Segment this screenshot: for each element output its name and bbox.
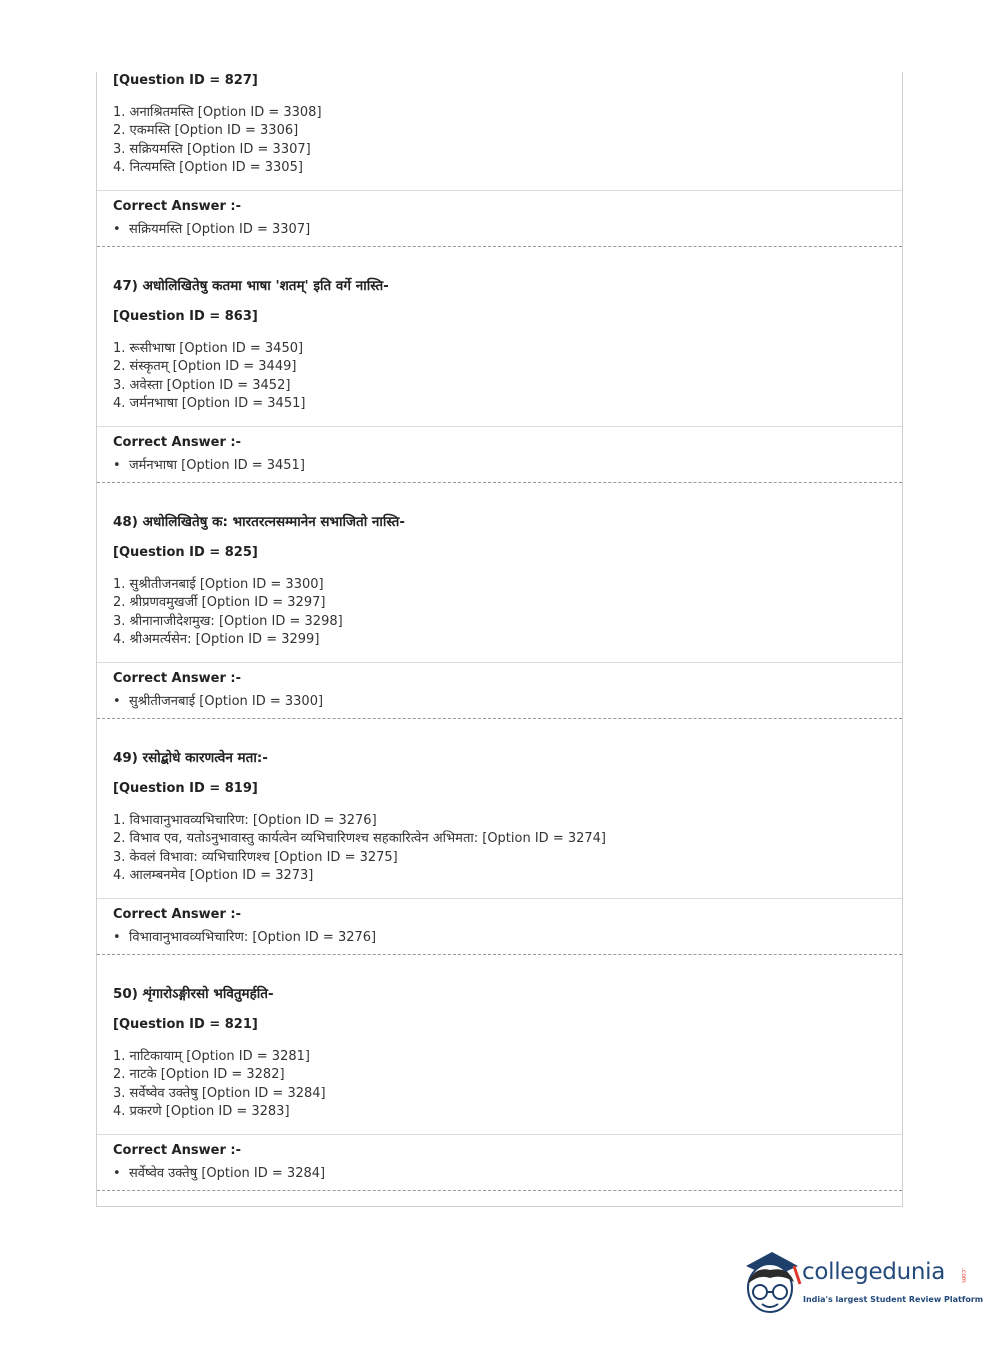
correct-answer-value [113, 927, 376, 945]
correct-answer-value [113, 219, 310, 237]
bullet-icon: • [113, 1166, 121, 1181]
correct-answer-value [113, 1163, 325, 1181]
correct-answer-text: विभावानुभावव्यभिचारिण: [Option ID = 3276] [129, 930, 377, 945]
option-4: 4. आलम्बनमेव [Option ID = 3273] [113, 868, 314, 883]
option-3: 3. केवलं विभावा: व्यभिचारिणश्च [Option ID = 3275] [113, 850, 398, 865]
question-separator [97, 1190, 902, 1191]
bullet-icon: • [113, 222, 121, 237]
option-1: 1. रूसीभाषा [Option ID = 3450] [113, 341, 304, 356]
option-4: 4. प्रकरणे [Option ID = 3283] [113, 1104, 290, 1119]
option-3: 3. अवेस्ता [Option ID = 3452] [113, 378, 291, 393]
correct-answer-text: सक्रियमस्ति [Option ID = 3307] [129, 222, 311, 237]
option-2: 2. श्रीप्रणवमुखर्जी [Option ID = 3297] [113, 595, 326, 610]
correct-answer-value [113, 455, 305, 473]
correct-answer-text: सुश्रीतीजनबाई [Option ID = 3300] [129, 694, 324, 709]
option-2: 2. विभाव एव, यतोऽनुभावास्तु कार्यत्वेन व्यभिचारिणश्च सहकारित्वेन अभिमता: [Option ID = 3274] [113, 831, 606, 846]
question-title: 49) रसोद्बोधे कारणत्वेन मता:- [113, 750, 268, 766]
option-4: 4. श्रीअमर्त्यसेन: [Option ID = 3299] [113, 632, 320, 647]
bullet-icon: • [113, 930, 121, 945]
option-4: 4. नित्यमस्ति [Option ID = 3305] [113, 160, 303, 175]
brand-tagline: India's largest Student Review Platform [803, 1295, 984, 1304]
correct-answer-label: Correct Answer :- [113, 671, 241, 686]
bullet-icon: • [113, 458, 121, 473]
brand-name: collegedunia [802, 1259, 946, 1285]
question-separator [97, 246, 902, 247]
option-1: 1. विभावानुभावव्यभिचारिण: [Option ID = 3276] [113, 813, 377, 828]
question-separator [97, 718, 902, 719]
question-id: [Question ID = 825] [113, 545, 258, 560]
correct-answer-value [113, 691, 323, 709]
divider [97, 1134, 902, 1135]
option-1: 1. नाटिकायाम् [Option ID = 3281] [113, 1049, 310, 1064]
brand-suffix: .com [960, 1268, 967, 1283]
correct-answer-text: सर्वेष्वेव उक्तेषु [Option ID = 3284] [129, 1166, 326, 1181]
correct-answer-text: जर्मनभाषा [Option ID = 3451] [129, 458, 305, 473]
correct-answer-label: Correct Answer :- [113, 435, 241, 450]
option-2: 2. एकमस्ति [Option ID = 3306] [113, 123, 299, 138]
question-id: [Question ID = 827] [113, 73, 258, 88]
question-separator [97, 482, 902, 483]
divider [97, 426, 902, 427]
correct-answer-label: Correct Answer :- [113, 199, 241, 214]
question-separator [97, 954, 902, 955]
option-3: 3. श्रीनानाजीदेशमुख: [Option ID = 3298] [113, 614, 343, 629]
option-3: 3. सर्वेष्वेव उक्तेषु [Option ID = 3284] [113, 1086, 326, 1101]
question-id: [Question ID = 821] [113, 1017, 258, 1032]
divider [97, 190, 902, 191]
option-1: 1. सुश्रीतीजनबाई [Option ID = 3300] [113, 577, 324, 592]
question-title: 50) शृंगारोऽङ्गीरसो भवितुमर्हति- [113, 986, 274, 1002]
correct-answer-label: Correct Answer :- [113, 907, 241, 922]
question-id: [Question ID = 863] [113, 309, 258, 324]
option-3: 3. सक्रियमस्ति [Option ID = 3307] [113, 142, 311, 157]
question-title: 48) अधोलिखितेषु क: भारतरत्नसम्मानेन सभाजितो नास्ति- [113, 514, 405, 530]
option-2: 2. संस्कृतम् [Option ID = 3449] [113, 359, 297, 374]
option-2: 2. नाटके [Option ID = 3282] [113, 1067, 285, 1082]
question-id: [Question ID = 819] [113, 781, 258, 796]
divider [97, 662, 902, 663]
bullet-icon: • [113, 694, 121, 709]
option-4: 4. जर्मनभाषा [Option ID = 3451] [113, 396, 306, 411]
option-1: 1. अनाश्रितमस्ति [Option ID = 3308] [113, 105, 322, 120]
question-title: 47) अधोलिखितेषु कतमा भाषा 'शतम्' इति वर्गे नास्ति- [113, 278, 389, 294]
divider [97, 898, 902, 899]
correct-answer-label: Correct Answer :- [113, 1143, 241, 1158]
